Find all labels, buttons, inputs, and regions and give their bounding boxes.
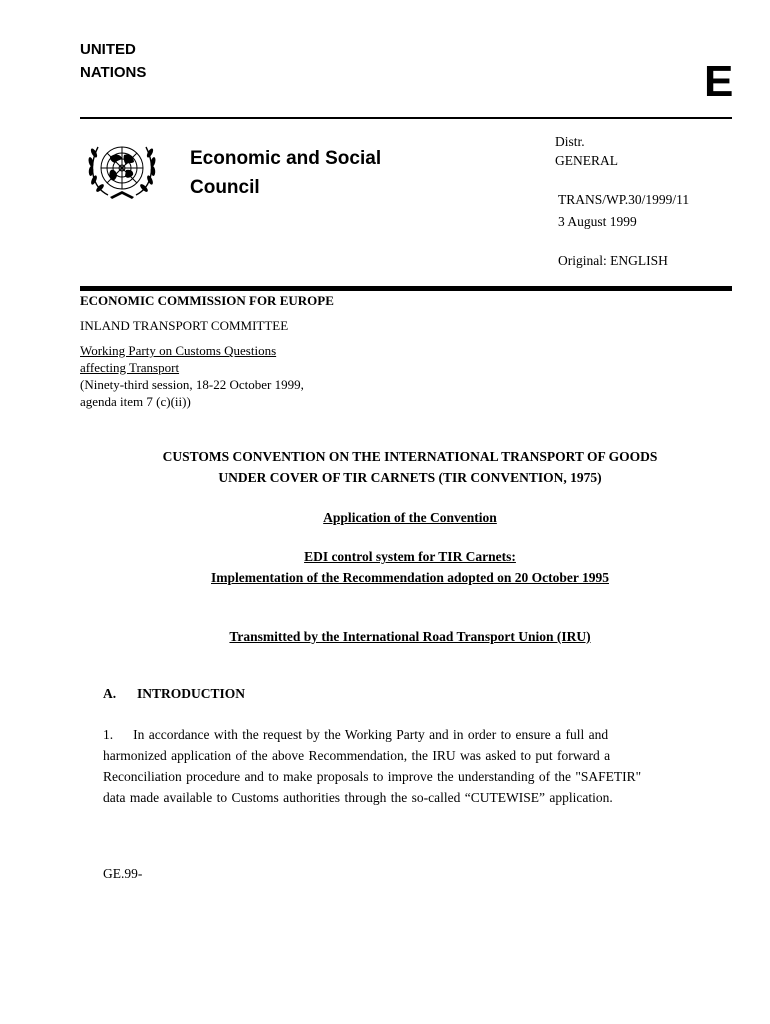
un-emblem-icon <box>84 137 160 201</box>
session-line1: (Ninety-third session, 18-22 October 1999, <box>80 377 304 392</box>
section-title: INTRODUCTION <box>137 686 246 701</box>
subtitle <box>80 507 740 528</box>
commission-name: ECONOMIC COMMISSION FOR EUROPE <box>80 293 334 308</box>
transmitted-by <box>80 626 740 647</box>
topic-line1: EDI control system for TIR Carnets: <box>304 549 516 564</box>
paragraph-1-line3: Reconciliation procedure and to make proposals to improve the understanding of the "SAFETIR" <box>103 769 642 784</box>
document-title-line1: CUSTOMS CONVENTION ON THE INTERNATIONAL TRANSPORT OF GOODS <box>162 449 658 464</box>
original-language: Original: ENGLISH <box>558 253 668 268</box>
document-title-line2: UNDER COVER OF TIR CARNETS (TIR CONVENTION, 1975) <box>218 470 602 485</box>
header-thick-rule <box>80 286 732 291</box>
council-name <box>190 144 381 202</box>
document-title <box>80 446 740 488</box>
document-symbol: TRANS/WP.30/1999/11 <box>558 192 690 207</box>
distribution-label: Distr. <box>555 134 585 149</box>
document-date: 3 August 1999 <box>558 214 637 229</box>
distribution-value: GENERAL <box>555 153 618 168</box>
committee-name: INLAND TRANSPORT COMMITTEE <box>80 318 289 333</box>
ge-code: GE.99- <box>103 866 143 881</box>
org-name-line1: UNITED <box>80 41 136 58</box>
council-name-line2: Council <box>190 177 260 198</box>
subtitle-text: Application of the Convention <box>323 510 497 525</box>
org-name-line2: NATIONS <box>80 64 147 81</box>
language-letter: E <box>704 57 734 106</box>
section-letter: A. <box>103 686 117 701</box>
topic-heading <box>80 546 740 588</box>
org-name <box>80 38 146 84</box>
header-rule <box>80 117 732 119</box>
topic-line2: Implementation of the Recommendation adopted on 20 October 1995 <box>211 570 609 585</box>
working-party-line2: affecting Transport <box>80 360 180 375</box>
paragraph-1 <box>103 724 723 808</box>
working-party-line1: Working Party on Customs Questions <box>80 343 277 358</box>
transmitted-by-text: Transmitted by the International Road Transport Union (IRU) <box>229 629 591 644</box>
paragraph-1-line1: In accordance with the request by the Working Party and in order to ensure a full and <box>133 727 609 742</box>
session-line2: agenda item 7 (c)(ii)) <box>80 394 191 409</box>
paragraph-1-number: 1. <box>103 727 114 742</box>
paragraph-1-line2: harmonized application of the above Recommendation, the IRU was asked to put forward a <box>103 748 611 763</box>
council-name-line1: Economic and Social <box>190 148 382 169</box>
paragraph-1-line4: data made available to Customs authorities through the so-called “CUTEWISE” application. <box>103 790 613 805</box>
working-party <box>80 342 304 410</box>
